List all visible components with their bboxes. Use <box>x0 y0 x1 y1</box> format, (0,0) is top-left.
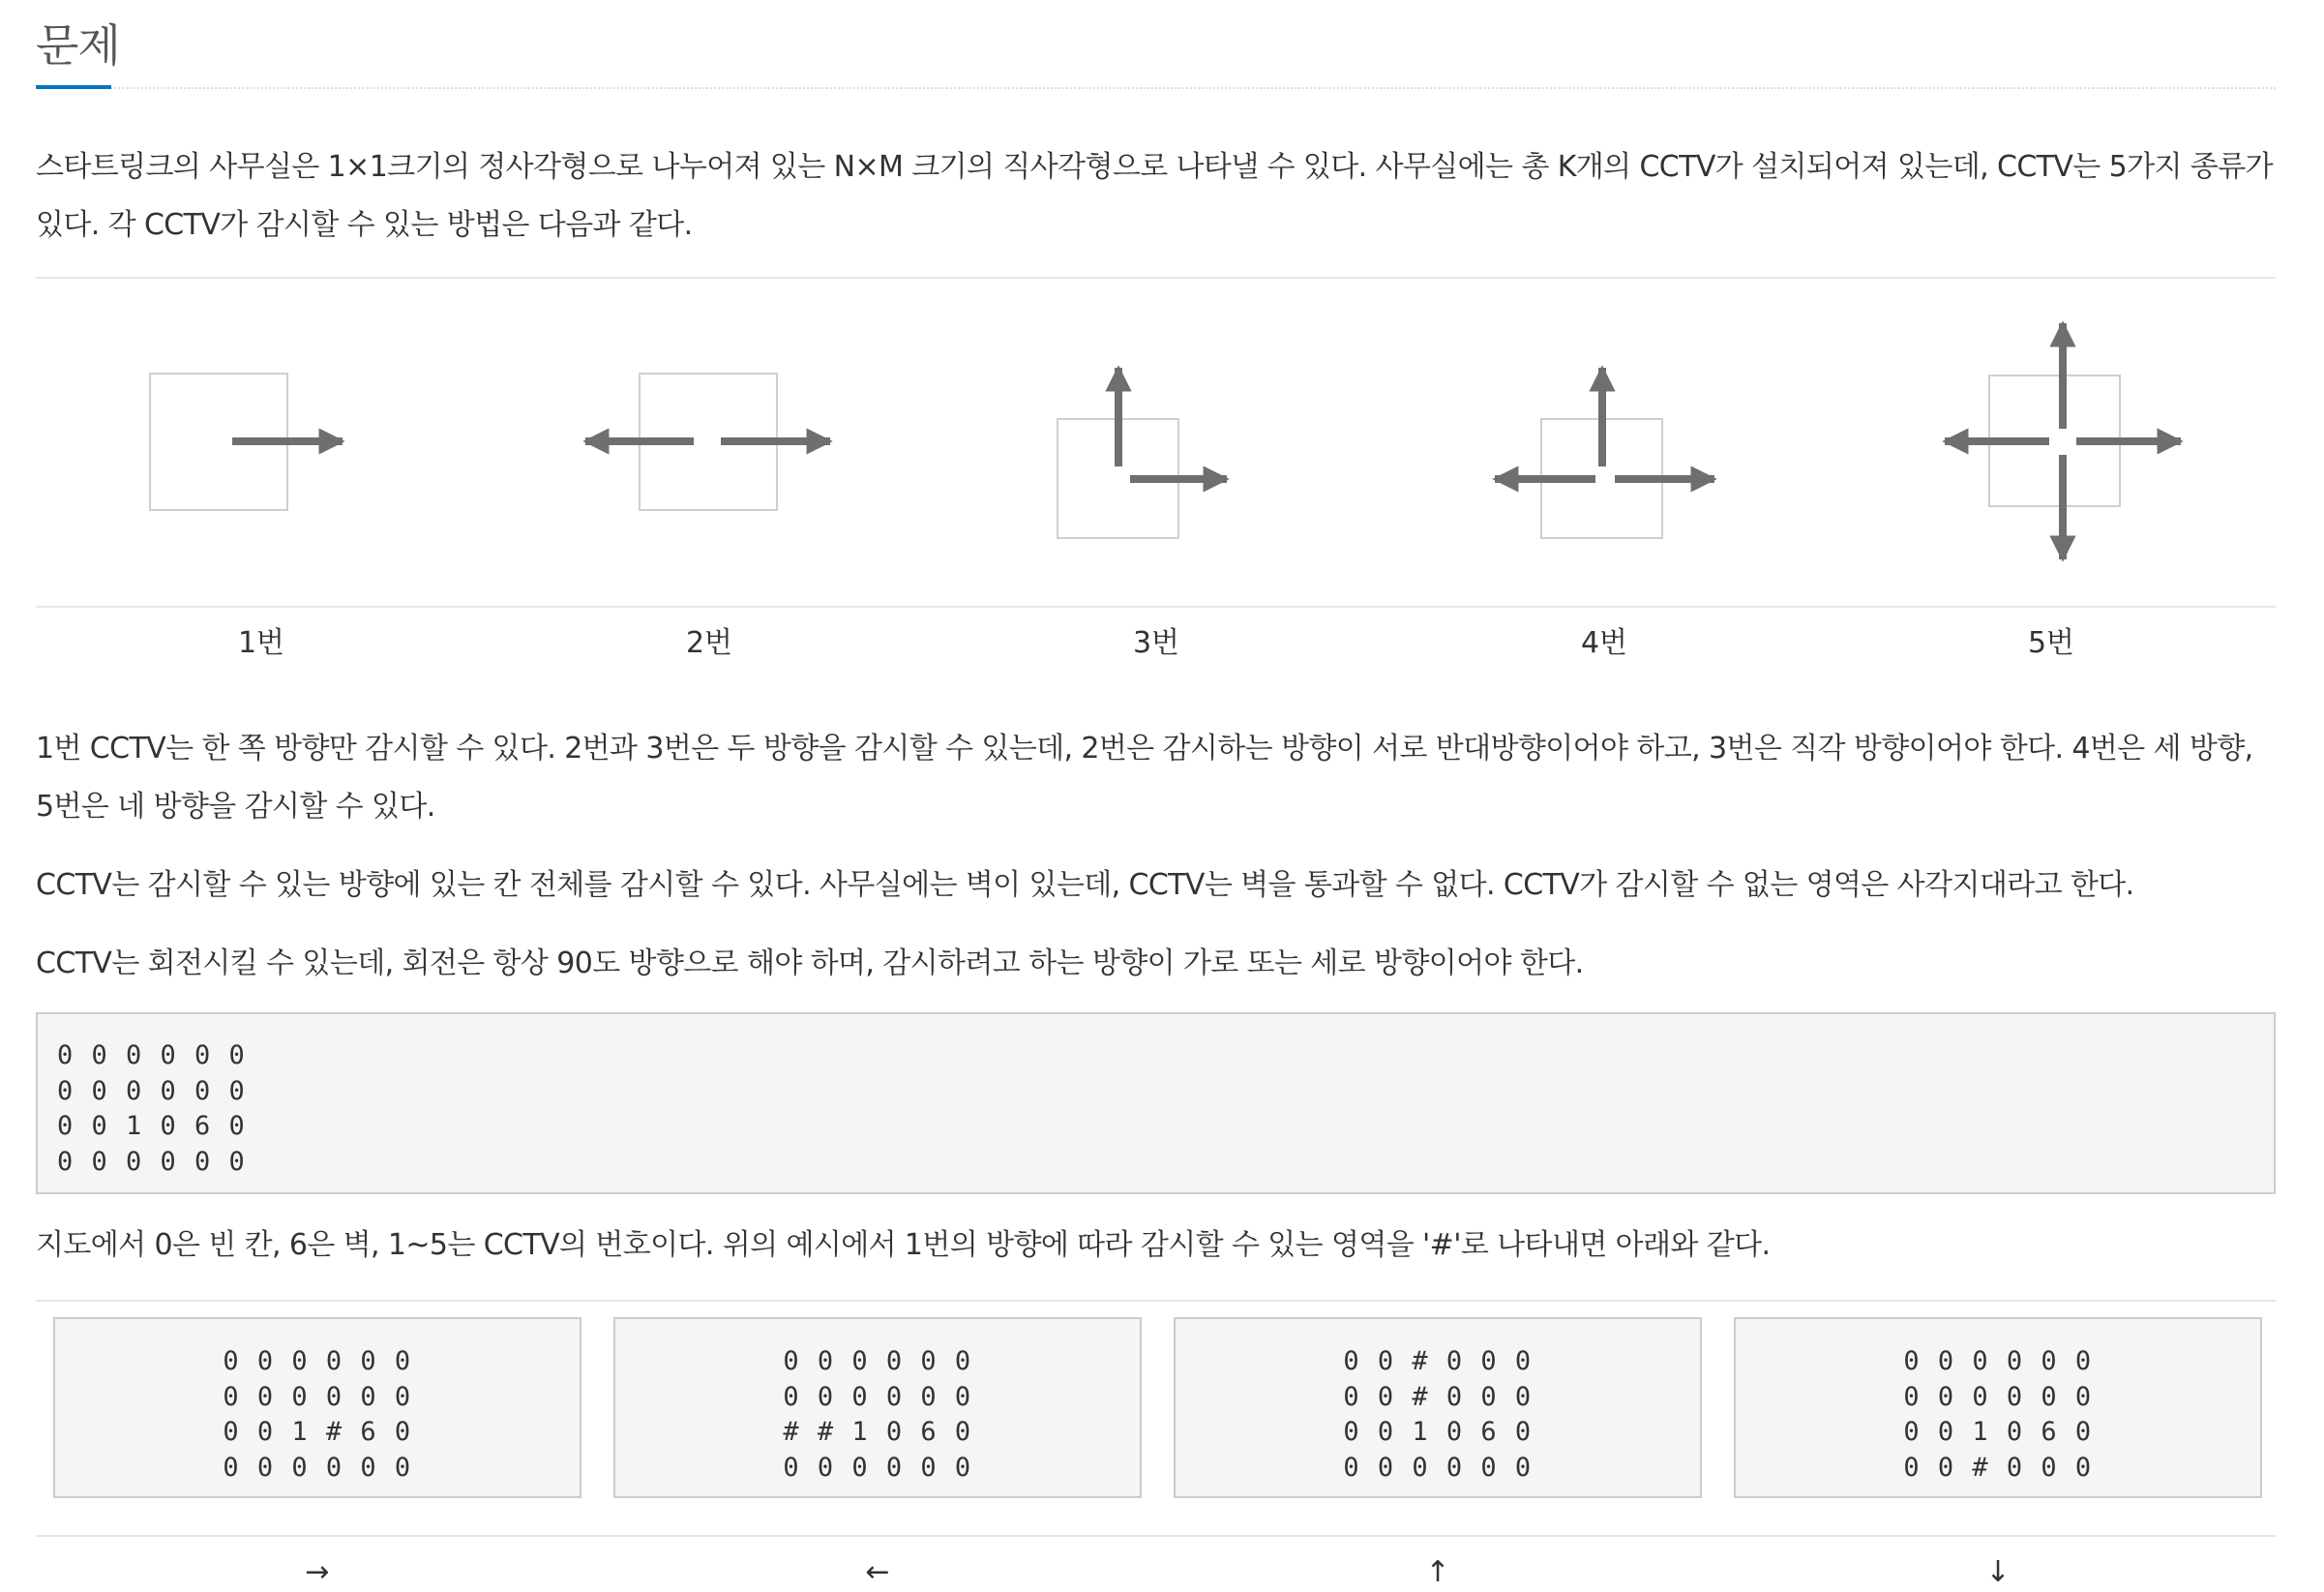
cctv-type-1-label: 1번 <box>237 626 285 660</box>
grid-row: 0 0 0 0 0 0 <box>783 1346 972 1376</box>
example-map-row: 0 0 0 0 0 0 <box>57 1040 247 1070</box>
figure-top-rule <box>36 277 2276 279</box>
grid-row: 0 0 0 0 0 0 <box>223 1452 412 1483</box>
grid-row: 0 0 0 0 0 0 <box>783 1381 972 1412</box>
example-map-row: 0 0 0 0 0 0 <box>57 1146 247 1177</box>
cctv-type-2-label: 2번 <box>685 626 733 660</box>
grid-row: 0 0 # 0 0 0 <box>1343 1381 1533 1412</box>
direction-label-right-arrow-icon: → <box>305 1555 330 1589</box>
grid-row: 0 0 1 0 6 0 <box>1903 1417 2093 1447</box>
cctv-type-2-left-right-arrows-icon <box>585 374 830 510</box>
grid-row: 0 0 1 0 6 0 <box>1343 1417 1533 1447</box>
examples-top-rule <box>36 1300 2276 1302</box>
example-map-code-block <box>36 1012 2276 1194</box>
cctv-type-1-right-arrow-icon <box>150 374 343 510</box>
figure-caption-rule <box>36 606 2276 608</box>
direction-label-down-arrow-icon: ↓ <box>1985 1555 2011 1589</box>
direction-example-down <box>1734 1317 2262 1498</box>
rotation-paragraph: CCTV는 회전시킬 수 있는데, 회전은 항상 90도 방향으로 해야 하며, 감시하려고 하는 방향이 가로 또는 세로 방향이어야 한다. <box>36 946 1584 980</box>
section-divider <box>36 87 2276 89</box>
grid-row: 0 0 0 0 0 0 <box>1903 1381 2093 1412</box>
example-map-row: 0 0 1 0 6 0 <box>57 1111 247 1141</box>
cctv-types-figure <box>36 290 2276 600</box>
direction-example-right <box>53 1317 581 1498</box>
cctv-type-4-label: 4번 <box>1580 626 1628 660</box>
grid-row: # # 1 0 6 0 <box>783 1417 972 1447</box>
direction-example-left <box>613 1317 1142 1498</box>
grid-row: 0 0 0 0 0 0 <box>1343 1452 1533 1483</box>
cctv-type-3-up-right-arrows-icon <box>1058 368 1227 538</box>
direction-label-left-arrow-icon: ← <box>865 1555 890 1589</box>
intro-paragraph: 스타트링크의 사무실은 1×1크기의 정사각형으로 나누어져 있는 N×M 크기의 직사각형으로 나타낼 수 있다. 사무실에는 총 K개의 CCTV가 설치되어져 있는데, CCTV는 5가지 종류가 있다. 각 CCTV가 감시할 수 있는 방법은 다음과 같다. <box>36 150 2273 242</box>
grid-row: 0 0 0 0 0 0 <box>1903 1346 2093 1376</box>
blind-spot-paragraph: CCTV는 감시할 수 있는 방향에 있는 칸 전체를 감시할 수 있다. 사무실에는 벽이 있는데, CCTV는 벽을 통과할 수 없다. CCTV가 감시할 수 없는 영역은 사각지대라고 한다. <box>36 868 2134 902</box>
section-title: 문제 <box>36 19 120 72</box>
cctv-type-5-four-arrows-icon <box>1945 323 2181 559</box>
grid-row: 0 0 0 0 0 0 <box>783 1452 972 1483</box>
cctv-type-5-label: 5번 <box>2027 626 2075 660</box>
legend-paragraph: 지도에서 0은 빈 칸, 6은 벽, 1~5는 CCTV의 번호이다. 위의 예시에서 1번의 방향에 따라 감시할 수 있는 영역을 '#'로 나타내면 아래와 같다. <box>36 1228 1771 1262</box>
direction-example-up <box>1174 1317 1702 1498</box>
cctv-type-4-left-up-right-arrows-icon <box>1495 368 1714 538</box>
cctv-type-3-label: 3번 <box>1132 626 1180 660</box>
grid-row: 0 0 0 0 0 0 <box>223 1346 412 1376</box>
grid-row: 0 0 # 0 0 0 <box>1903 1452 2093 1483</box>
section-title-underline <box>36 85 111 89</box>
example-map-row: 0 0 0 0 0 0 <box>57 1075 247 1106</box>
grid-row: 0 0 1 # 6 0 <box>223 1417 412 1447</box>
direction-label-up-arrow-icon: ↑ <box>1425 1555 1450 1589</box>
cctv-description-paragraph: 1번 CCTV는 한 쪽 방향만 감시할 수 있다. 2번과 3번은 두 방향을 감시할 수 있는데, 2번은 감시하는 방향이 서로 반대방향이어야 하고, 3번은 직각 방향이어야 한다. 4번은 세 방향, 5번은 네 방향을 감시할 수 있다. <box>36 732 2253 824</box>
grid-row: 0 0 0 0 0 0 <box>223 1381 412 1412</box>
grid-row: 0 0 # 0 0 0 <box>1343 1346 1533 1376</box>
examples-caption-rule <box>36 1535 2276 1537</box>
